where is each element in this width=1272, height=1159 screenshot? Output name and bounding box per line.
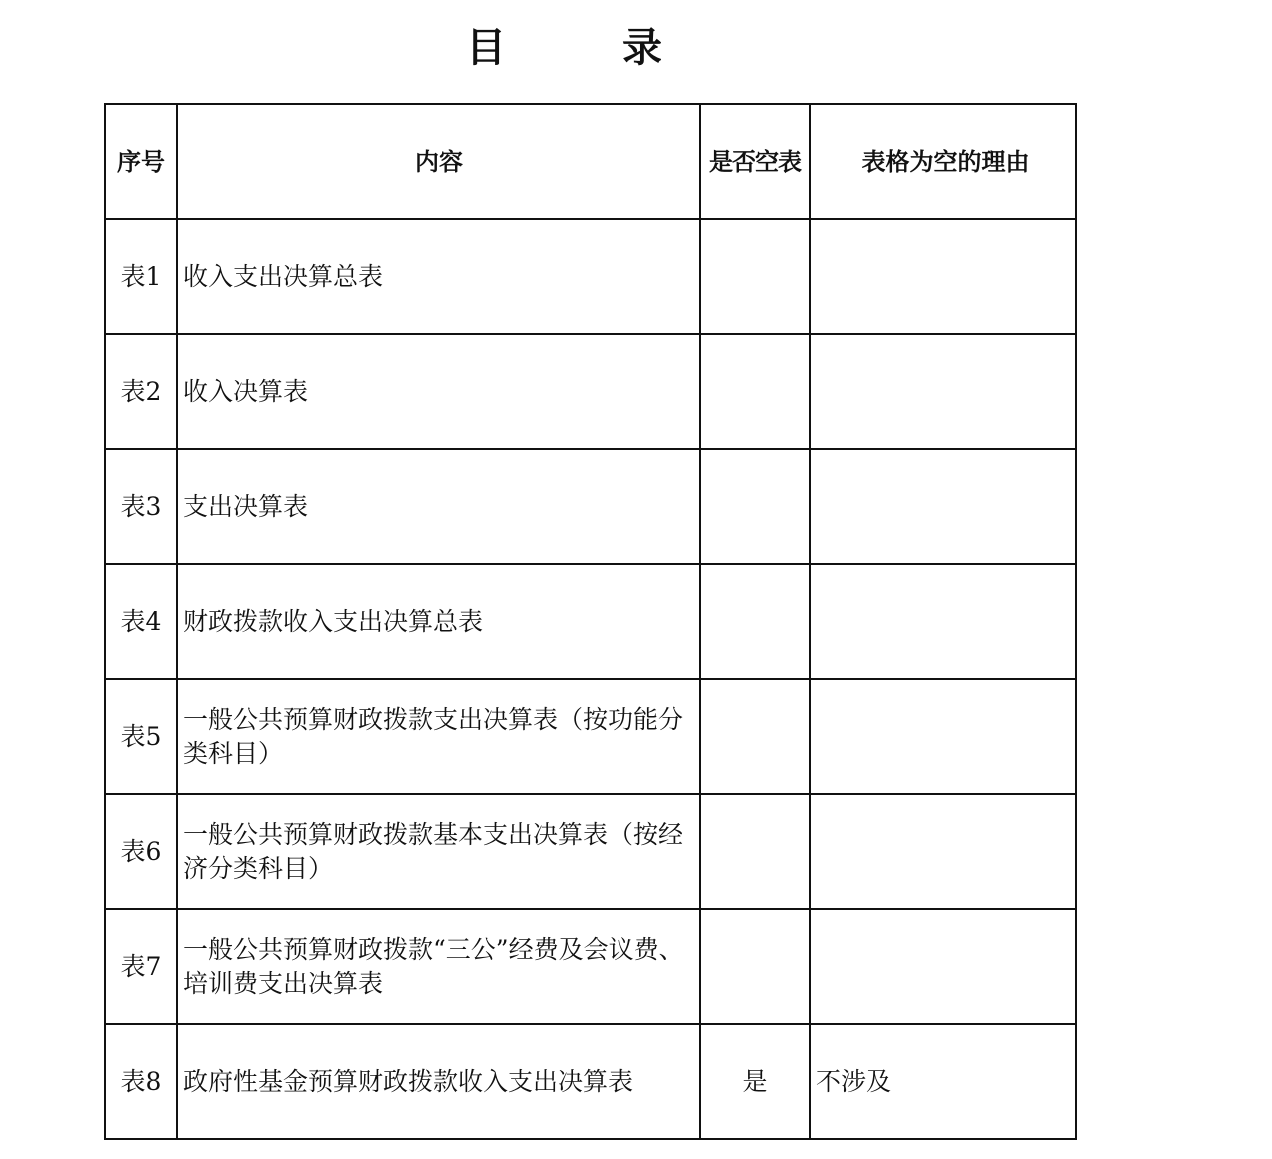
row-reason bbox=[810, 334, 1076, 449]
row-reason bbox=[810, 794, 1076, 909]
row-index: 表7 bbox=[105, 909, 177, 1024]
table-row bbox=[105, 564, 1076, 679]
table-row bbox=[105, 334, 1076, 449]
row-content: 收入决算表 bbox=[177, 334, 700, 449]
row-index: 表6 bbox=[105, 794, 177, 909]
row-content: 支出决算表 bbox=[177, 449, 700, 564]
table-row bbox=[105, 909, 1076, 1024]
row-is-empty bbox=[700, 334, 810, 449]
header-is-empty: 是否空表 bbox=[700, 104, 810, 219]
row-index: 表5 bbox=[105, 679, 177, 794]
row-is-empty bbox=[700, 449, 810, 564]
row-is-empty: 是 bbox=[700, 1024, 810, 1139]
header-content: 内容 bbox=[177, 104, 700, 219]
row-reason bbox=[810, 219, 1076, 334]
row-content: 收入支出决算总表 bbox=[177, 219, 700, 334]
catalog-table bbox=[104, 103, 1077, 1140]
row-reason bbox=[810, 909, 1076, 1024]
row-content: 财政拨款收入支出决算总表 bbox=[177, 564, 700, 679]
table-row bbox=[105, 679, 1076, 794]
row-index: 表3 bbox=[105, 449, 177, 564]
header-reason: 表格为空的理由 bbox=[810, 104, 1076, 219]
row-is-empty bbox=[700, 219, 810, 334]
row-is-empty bbox=[700, 794, 810, 909]
table-row bbox=[105, 449, 1076, 564]
row-reason bbox=[810, 679, 1076, 794]
row-index: 表2 bbox=[105, 334, 177, 449]
header-index: 序号 bbox=[105, 104, 177, 219]
table-header-row bbox=[105, 104, 1076, 219]
row-reason bbox=[810, 564, 1076, 679]
table-row bbox=[105, 794, 1076, 909]
row-index: 表8 bbox=[105, 1024, 177, 1139]
row-is-empty bbox=[700, 679, 810, 794]
row-content: 政府性基金预算财政拨款收入支出决算表 bbox=[177, 1024, 700, 1139]
row-index: 表1 bbox=[105, 219, 177, 334]
row-content: 一般公共预算财政拨款“三公”经费及会议费、培训费支出决算表 bbox=[177, 909, 700, 1024]
row-reason: 不涉及 bbox=[810, 1024, 1076, 1139]
page-title: 目 录 bbox=[466, 25, 700, 71]
row-is-empty bbox=[700, 564, 810, 679]
row-reason bbox=[810, 449, 1076, 564]
row-index: 表4 bbox=[105, 564, 177, 679]
row-content: 一般公共预算财政拨款支出决算表（按功能分类科目） bbox=[177, 679, 700, 794]
row-content: 一般公共预算财政拨款基本支出决算表（按经济分类科目） bbox=[177, 794, 700, 909]
table-row bbox=[105, 219, 1076, 334]
row-is-empty bbox=[700, 909, 810, 1024]
table-row bbox=[105, 1024, 1076, 1139]
